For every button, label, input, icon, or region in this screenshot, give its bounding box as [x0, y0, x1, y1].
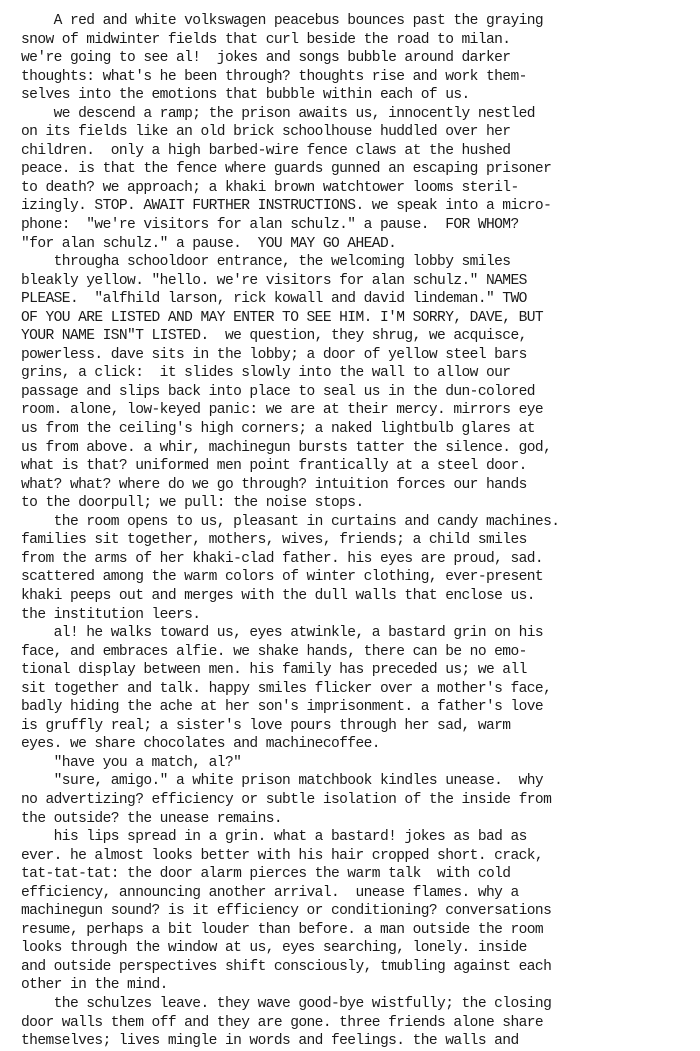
text-line: "sure, amigo." a white prison matchbook kindles unease. why	[21, 773, 544, 790]
text-line: to death? we approach; a khaki brown watchtower looms steril-	[21, 179, 519, 196]
text-line: "for alan schulz." a pause. YOU MAY GO AHEAD.	[21, 235, 397, 252]
text-line: PLEASE. "alfhild larson, rick kowall and david lindeman." TWO	[21, 291, 527, 308]
text-line: door walls them off and they are gone. three friends alone share	[21, 1014, 544, 1031]
text-line: machinegun sound? is it efficiency or conditioning? conversations	[21, 903, 552, 920]
text-line: througha schooldoor entrance, the welcoming lobby smiles	[21, 254, 511, 271]
text-line: the institution leers.	[21, 606, 201, 623]
text-line: OF YOU ARE LISTED AND MAY ENTER TO SEE HIM. I'M SORRY, DAVE, BUT	[21, 309, 544, 326]
text-line: powerless. dave sits in the lobby; a door of yellow steel bars	[21, 346, 527, 363]
text-line: face, and embraces alfie. we shake hands, there can be no emo-	[21, 643, 527, 660]
text-line: khaki peeps out and merges with the dull walls that enclose us.	[21, 587, 535, 604]
text-line: his lips spread in a grin. what a bastard! jokes as bad as	[21, 829, 527, 846]
text-line: YOUR NAME ISN"T LISTED. we question, they shrug, we acquisce,	[21, 328, 527, 345]
text-line: we're going to see al! jokes and songs bubble around darker	[21, 50, 511, 67]
text-line: tional display between men. his family has preceded us; we all	[21, 662, 527, 679]
text-line: bleakly yellow. "hello. we're visitors for alan schulz." NAMES	[21, 272, 527, 289]
text-line: ever. he almost looks better with his hair cropped short. crack,	[21, 847, 544, 864]
text-line: passage and slips back into place to seal us in the dun-colored	[21, 383, 535, 400]
text-line: us from the ceiling's high corners; a naked lightbulb glares at	[21, 421, 535, 438]
text-line: we descend a ramp; the prison awaits us, innocently nestled	[21, 105, 535, 122]
text-line: badly hiding the ache at her son's imprisonment. a father's love	[21, 699, 544, 716]
text-line: peace. is that the fence where guards gunned an escaping prisoner	[21, 161, 552, 178]
text-line: looks through the window at us, eyes searching, lonely. inside	[21, 940, 527, 957]
text-line: from the arms of her khaki-clad father. his eyes are proud, sad.	[21, 550, 544, 567]
text-line: selves into the emotions that bubble within each of us.	[21, 87, 470, 104]
text-line: A red and white volkswagen peacebus bounces past the graying	[21, 13, 544, 29]
text-line: no advertizing? efficiency or subtle isolation of the inside from	[21, 791, 552, 808]
text-line: the schulzes leave. they wave good-bye wistfully; the closing	[21, 995, 552, 1012]
text-line: grins, a click: it slides slowly into the wall to allow our	[21, 365, 511, 382]
text-line: tat-tat-tat: the door alarm pierces the warm talk with cold	[21, 866, 511, 883]
text-line: the outside? the unease remains.	[21, 810, 283, 827]
text-line: "have you a match, al?"	[21, 754, 242, 771]
text-line: what? what? where do we go through? intuition forces our hands	[21, 476, 527, 493]
text-line: to the doorpull; we pull: the noise stops.	[21, 495, 364, 512]
text-line: children. only a high barbed-wire fence claws at the hushed	[21, 142, 511, 159]
text-line: scattered among the warm colors of winter clothing, ever-present	[21, 569, 544, 586]
text-line: room. alone, low-keyed panic: we are at their mercy. mirrors eye	[21, 402, 544, 419]
text-line: al! he walks toward us, eyes atwinkle, a bastard grin on his	[21, 625, 544, 642]
text-line: resume, perhaps a bit louder than before. a man outside the room	[21, 921, 544, 938]
text-line: snow of midwinter fields that curl beside the road to milan.	[21, 31, 511, 48]
text-line: sit together and talk. happy smiles flicker over a mother's face,	[21, 680, 552, 697]
text-line: thoughts: what's he been through? thoughts rise and work them-	[21, 68, 527, 85]
body-text	[21, 12, 693, 1051]
text-line: efficiency, announcing another arrival. unease flames. why a	[21, 884, 519, 901]
text-line: themselves; lives mingle in words and feelings. the walls and	[21, 1033, 519, 1050]
text-line: other in the mind.	[21, 977, 168, 994]
text-line: eyes. we share chocolates and machinecoffee.	[21, 736, 380, 753]
text-line: on its fields like an old brick schoolhouse huddled over her	[21, 124, 511, 141]
text-line: what is that? uniformed men point frantically at a steel door.	[21, 458, 527, 475]
text-line: and outside perspectives shift consciously, tmubling against each	[21, 958, 552, 975]
text-line: phone: "we're visitors for alan schulz." a pause. FOR WHOM?	[21, 217, 519, 234]
text-line: families sit together, mothers, wives, friends; a child smiles	[21, 532, 527, 549]
text-line: is gruffly real; a sister's love pours through her sad, warm	[21, 717, 511, 734]
text-line: the room opens to us, pleasant in curtains and candy machines.	[21, 513, 560, 530]
text-line: us from above. a whir, machinegun bursts tatter the silence. god,	[21, 439, 552, 456]
text-line: izingly. STOP. AWAIT FURTHER INSTRUCTIONS. we speak into a micro-	[21, 198, 552, 215]
